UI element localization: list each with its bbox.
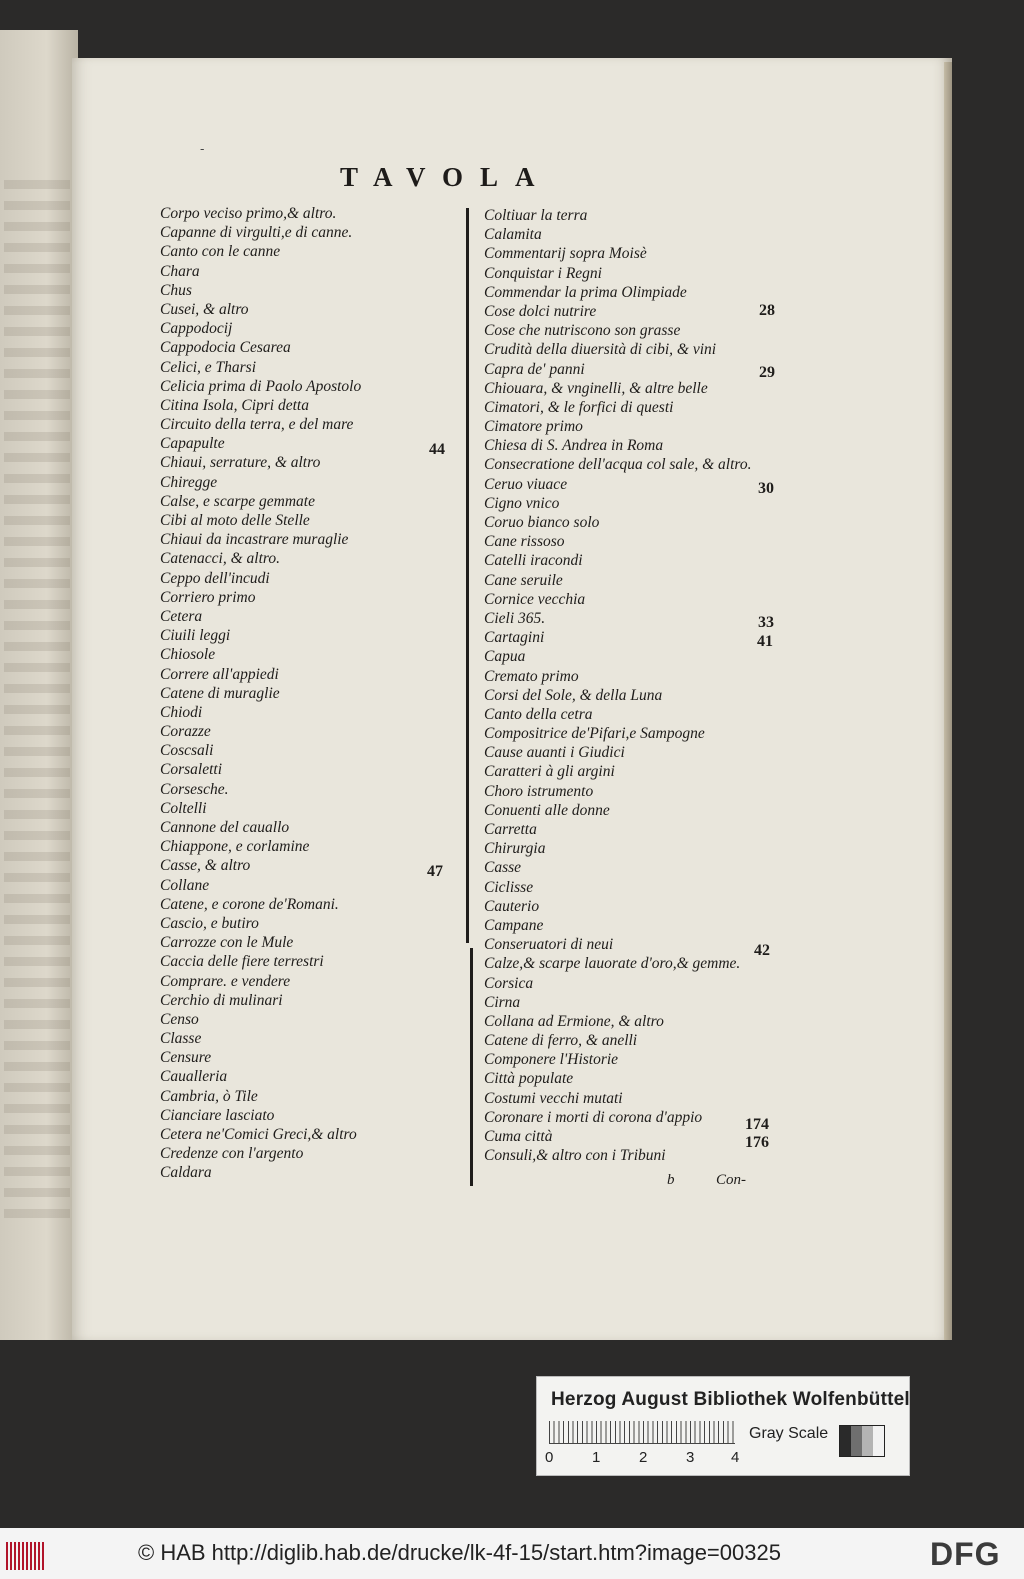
index-entry: Cartagini [484,629,545,647]
index-entry: Cambria, ò Tile [160,1087,258,1105]
index-entry: Coronare i morti di corona d'appio [484,1108,703,1126]
index-entry: Chiaui, serrature, & altro [160,454,321,472]
index-entry: Cascio, e butiro [160,914,259,932]
index-entry: Conseruatori di neui [484,936,614,954]
page-ref-30: 30 [758,480,774,497]
footer-copyright-url[interactable]: © HAB http://diglib.hab.de/drucke/lk-4f-15/start.htm?image=00325 [138,1540,781,1565]
gray-swatch [840,1426,851,1456]
page-ref-174: 174 [745,1116,769,1133]
index-entry: Cimatore primo [484,418,583,436]
index-entry: Commentarij sopra Moisè [484,245,647,263]
index-entry: Circuito della terra, e del mare [160,416,354,434]
index-entry: Consecratione dell'acqua col sale, & altro. [484,456,752,474]
index-entry: Compositrice de'Pifari,e Sampogne [484,725,705,743]
index-entry: Catenacci, & altro. [160,550,280,568]
ruler-number: 1 [592,1449,601,1466]
catchword: Con- [716,1172,746,1188]
index-column-right [484,206,784,1165]
index-entry: Carretta [484,821,537,838]
index-entry: Casse, & altro [160,857,251,875]
index-entry: Città populate [484,1070,574,1088]
gray-scale-strip [839,1425,885,1457]
index-entry: Chiesa di S. Andrea in Roma [484,437,664,455]
index-entry: Celici, e Tharsi [160,358,257,376]
index-entry: Classe [160,1030,202,1048]
index-entry: Coruo bianco solo [484,514,600,531]
bleed-through-text [4,180,70,1230]
index-entry: Ceppo dell'incudi [160,569,270,587]
index-entry: Cianciare lasciato [160,1106,275,1124]
index-entry: Ceruo viuace [484,475,568,493]
page-ref-33: 33 [758,614,774,631]
index-entry: Canto con le canne [160,243,281,261]
index-entry: Ciuili leggi [160,627,231,645]
index-entry: Catene di muraglie [160,684,280,702]
ruler-number: 3 [686,1449,695,1466]
page-ref-28: 28 [759,302,775,319]
index-entry: Catelli iracondi [484,552,583,570]
index-entry: Corsesche. [160,780,229,798]
index-entry: Caualleria [160,1068,228,1086]
page-right-edge [944,62,952,1340]
index-entry: Corsi del Sole, & della Luna [484,686,663,704]
index-entry: Casse [484,859,522,877]
index-entry: Chirurgia [484,840,546,858]
index-entry: Coltiuar la terra [484,207,588,224]
index-entry: Conuenti alle donne [484,801,610,819]
index-entry: Collane [160,876,210,894]
page-ref-42: 42 [754,942,770,959]
index-entry: Campane [484,916,544,934]
index-entry: Calamita [484,226,542,244]
index-entry: Cigno vnico [484,494,560,512]
index-entry: Corsaletti [160,761,223,779]
institution-name: Herzog August Bibliothek Wolfenbüttel [551,1389,910,1410]
gray-scale-label: Gray Scale [749,1425,829,1442]
index-entry: Cannone del cauallo [160,819,290,836]
index-entry: Conquistar i Regni [484,264,602,282]
column-rule-lower [470,948,473,1186]
index-entry: Comprare. e vendere [160,972,291,990]
index-entry: Caccia delle fiere terrestri [160,953,324,971]
index-entry: Cirna [484,993,521,1011]
ruler-number: 4 [731,1449,740,1466]
viewer-footer [0,1528,1024,1579]
index-entry: Cieli 365. [484,609,546,627]
index-entry: Capra de' panni [484,360,585,378]
ruler-number: 2 [639,1449,648,1466]
index-entry: Cerchio di mulinari [160,991,283,1009]
index-entry: Censure [160,1049,212,1067]
index-entry: Componere l'Historie [484,1051,619,1069]
index-entry: Chiappone, e corlamine [160,838,310,856]
index-entry: Chara [160,262,200,280]
index-entry: Chus [160,281,192,299]
index-entry: Crudità della diuersità di cibi, & vini [484,341,717,359]
index-entry: Corazze [160,723,211,741]
index-entry: Celicia prima di Paolo Apostolo [160,377,362,395]
index-entry: Costumi vecchi mutati [484,1089,623,1107]
index-entry: Cetera ne'Comici Greci,& altro [160,1126,357,1143]
index-entry: Cause auanti i Giudici [484,744,625,762]
color-scale-card [536,1376,910,1476]
index-entry: Cappodocij [160,320,233,338]
ruler-scale [549,1421,735,1444]
index-entry: Corriero primo [160,588,256,606]
index-entry: Cappodocia Cesarea [160,339,291,357]
index-entry: Cose dolci nutrire [484,302,597,320]
index-entry: Cane rissoso [484,533,565,551]
page-ref-44: 44 [429,441,445,458]
gray-swatch [851,1426,862,1456]
index-entry: Carrozze con le Mule [160,934,294,952]
barcode-icon [6,1542,46,1570]
index-entry: Chiouara, & vnginelli, & altre belle [484,379,708,397]
index-entry: Cose che nutriscono son grasse [484,322,681,340]
index-column-left [160,204,460,1183]
index-entry: Credenze con l'argento [160,1145,304,1163]
index-entry: Coltelli [160,799,207,817]
gray-swatch [862,1426,873,1456]
index-entry: Chiregge [160,473,218,491]
index-entry: Ciclisse [484,878,534,896]
index-entry: Catene di ferro, & anelli [484,1032,638,1050]
ruler-number: 0 [545,1449,554,1466]
index-entry: Coscsali [160,742,214,760]
page-ref-176: 176 [745,1134,769,1151]
index-entry: Corpo veciso primo,& altro. [160,205,337,222]
dfg-logo: DFG [930,1536,1001,1572]
index-entry: Chiaui da incastrare muraglie [160,531,349,549]
index-entry: Cetera [160,607,203,625]
index-entry: Censo [160,1010,199,1028]
index-entry: Corsica [484,974,534,992]
index-entry: Canto della cetra [484,705,593,723]
index-entry: Choro istrumento [484,782,594,800]
previous-page-edge [0,30,78,1340]
gray-swatch [873,1426,884,1456]
index-entry: Cornice vecchia [484,590,586,608]
index-entry: Consuli,& altro con i Tribuni [484,1147,666,1165]
page-ref-29: 29 [759,364,775,381]
page-title: TAVOLA [340,162,552,192]
index-entry: Commendar la prima Olimpiade [484,283,687,301]
index-entry: Capua [484,648,526,666]
page-tick-mark: - [200,142,205,157]
index-entry: Cuma città [484,1128,553,1145]
index-entry: Cusei, & altro [160,300,249,318]
index-entry: Cremato primo [484,667,579,685]
page-ref-47: 47 [427,863,443,880]
column-rule-upper [466,208,469,943]
signature-mark: b [667,1172,675,1188]
index-entry: Cimatori, & le forfici di questi [484,398,674,416]
index-entry: Calze,& scarpe lauorate d'oro,& gemme. [484,955,741,973]
index-entry: Cane seruile [484,571,563,589]
index-entry: Cauterio [484,897,540,915]
index-entry: Chiosole [160,646,216,664]
index-entry: Caldara [160,1164,212,1182]
index-entry: Caratteri à gli argini [484,763,615,781]
index-entry: Cibi al moto delle Stelle [160,512,310,529]
index-entry: Citina Isola, Cipri detta [160,396,309,414]
index-entry: Capapulte [160,435,225,453]
index-entry: Catene, e corone de'Romani. [160,895,339,913]
index-entry: Correre all'appiedi [160,665,279,683]
index-entry: Chiodi [160,703,203,721]
index-entry: Capanne di virgulti,e di canne. [160,224,353,242]
index-entry: Collana ad Ermione, & altro [484,1012,664,1030]
page-ref-41: 41 [757,633,773,650]
index-entry: Calse, e scarpe gemmate [160,492,315,510]
